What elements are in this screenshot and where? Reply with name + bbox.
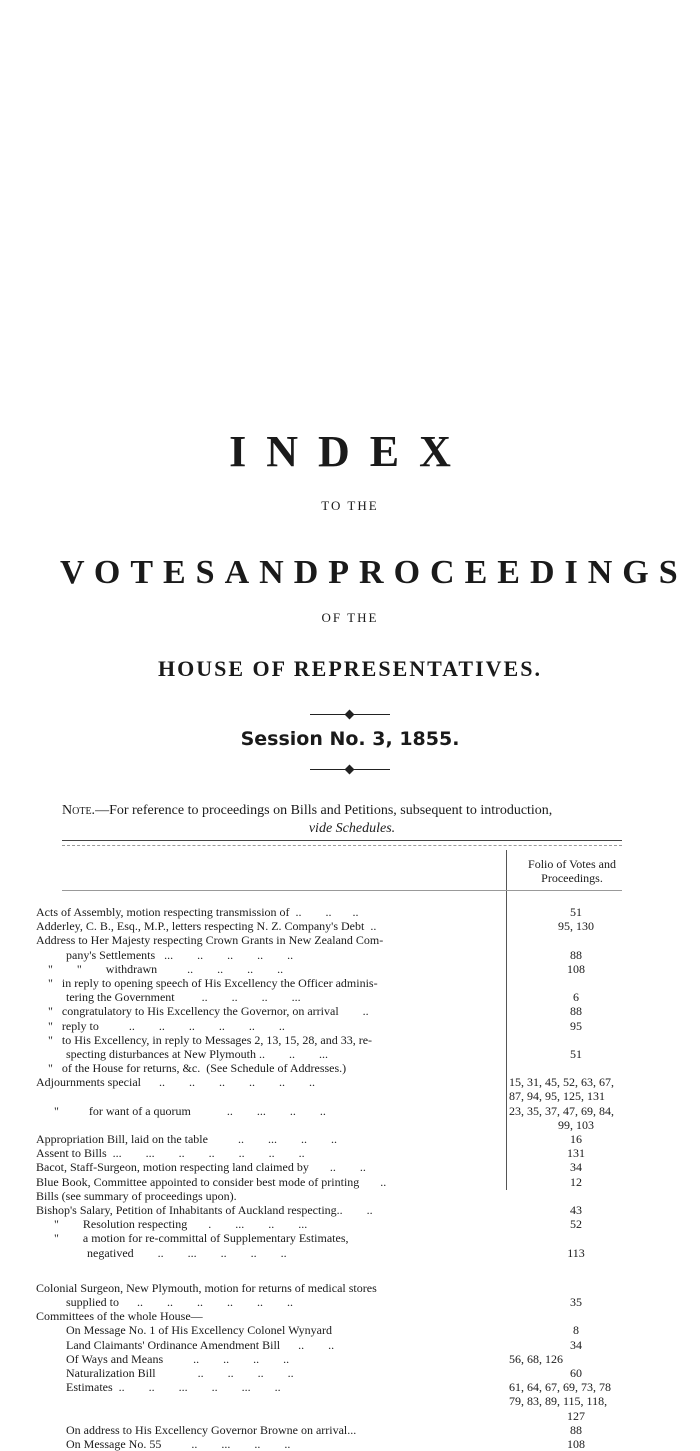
entry-folio: 34 [570,1337,582,1352]
index-entry [36,905,636,919]
entry-folio: 60 [570,1366,582,1380]
entry-text: Acts of Assembly, motion respecting transmission of .. .. .. [36,905,359,919]
entry-folio: 108 [567,1436,585,1451]
index-entry [36,990,636,1004]
entry-text: Colonial Surgeon, New Plymouth, motion for returns of medical stores [36,1280,377,1295]
entry-folio: 79, 83, 89, 115, 118, [509,1394,608,1409]
entry-text: " Resolution respecting . ... .. ... [36,1217,308,1232]
index-entry [36,1089,636,1103]
entry-text: negatived .. ... .. .. .. [36,1245,287,1260]
entry-folio: 127 [567,1408,585,1423]
entry-text: " reply to .. .. .. .. .. .. [36,1018,285,1033]
entry-text: specting disturbances at New Plymouth .. .. ... [36,1046,328,1061]
index-title: INDEX [229,427,471,476]
entry-text: On Message No. 55 .. ... .. .. [36,1436,291,1451]
index-entry [36,1132,636,1146]
index-entry [36,1146,636,1160]
note-text: —For reference to proceedings on Bills and Petitions, subsequent to introduction, [95,803,553,818]
index-entry [36,1104,636,1118]
entry-text: Appropriation Bill, laid on the table .. ... .. .. [36,1132,337,1146]
index-entry [36,1437,636,1451]
and-word: AND [224,554,329,591]
index-entry [36,1366,636,1380]
index-entry [36,1217,636,1231]
top-rule [62,840,622,841]
entry-folio: 95 [570,1018,582,1033]
entry-text: Adderley, C. B., Esq., M.P., letters respecting N. Z. Company's Debt .. [36,919,377,934]
index-entry [36,1231,636,1245]
entry-folio: 34 [570,1160,582,1175]
entry-text: Bills (see summary of proceedings upon). [36,1188,237,1203]
index-entry [36,1203,636,1217]
entry-text: pany's Settlements ... .. .. .. .. [36,947,294,962]
index-entry [36,962,636,976]
entry-folio: 51 [570,1046,582,1061]
entry-folio: 15, 31, 45, 52, 63, 67, [509,1075,614,1090]
entry-text: " of the House for returns, &c. (See Schedule of Addresses.) [36,1061,347,1076]
votes-word: VOTES [60,554,225,591]
entry-folio: 8 [573,1323,579,1338]
index-entry [36,1118,636,1132]
house-title: HOUSE OF REPRESENTATIVES. [158,656,542,681]
index-entry [36,1380,636,1394]
index-entry [36,1189,636,1203]
note-lead: Note. [62,803,96,818]
entry-text: " to His Excellency, in reply to Messages 2, 13, 15, 28, and 33, re- [36,1032,373,1047]
entry-folio: 131 [567,1146,585,1161]
entry-text: Committees of the whole House— [36,1309,203,1324]
index-entries [36,905,636,1451]
session-title: Session No. 3, 1855. [240,728,460,750]
entry-folio: 87, 94, 95, 125, 131 [509,1089,605,1104]
index-entry [36,1075,636,1089]
index-entry [36,1267,636,1281]
index-entry [36,1423,636,1437]
entry-text: " for want of a quorum .. ... .. .. [36,1103,326,1118]
entry-folio: 35 [570,1295,582,1310]
entry-text: tering the Government .. .. .. ... [36,990,301,1005]
entry-folio: 23, 35, 37, 47, 69, 84, [509,1103,614,1118]
index-entry [36,1409,636,1423]
of-the-line: OF THE [321,610,379,625]
ornament-divider [310,712,390,718]
entry-text: Land Claimants' Ordinance Amendment Bill .. .. [36,1337,335,1352]
entry-folio: 16 [570,1132,582,1146]
entry-text: supplied to .. .. .. .. .. .. [36,1295,293,1310]
proceedings-word: PROCEEDINGS [328,554,688,591]
entry-text: Adjournments special .. .. .. .. .. .. [36,1075,315,1090]
entry-text: " " withdrawn .. .. .. .. [36,961,284,976]
index-entry [36,1352,636,1366]
entry-folio: 52 [570,1217,582,1232]
entry-folio: 99, 103 [558,1117,594,1132]
entry-folio: 43 [570,1202,582,1217]
note-paragraph [62,802,642,838]
entry-text: On Message No. 1 of His Excellency Colonel Wynyard [36,1323,332,1338]
index-entry [36,1394,636,1408]
entry-text: " a motion for re-committal of Supplementary Estimates, [36,1231,349,1246]
index-entry [36,1246,636,1260]
entry-folio: 95, 130 [558,919,594,934]
entry-text: Assent to Bills ... ... .. .. .. .. .. [36,1146,305,1161]
index-entry [36,1295,636,1309]
entry-text: Blue Book, Committee appointed to consider best mode of printing .. [36,1174,387,1189]
entry-text: On address to His Excellency Governor Browne on arrival... [36,1422,357,1437]
entry-text: " in reply to opening speech of His Excellency the Officer adminis- [36,975,378,990]
index-entry [36,1061,636,1075]
entry-text: " congratulatory to His Excellency the Governor, on arrival .. [36,1004,369,1019]
index-entry [36,948,636,962]
entry-folio: 12 [570,1174,582,1189]
index-entry [36,1047,636,1061]
ornament-divider [310,767,390,773]
header-rule [62,890,622,891]
entry-folio: 6 [573,990,579,1005]
entry-folio: 51 [570,905,582,919]
index-entry [36,933,636,947]
entry-folio: 108 [567,961,585,976]
entry-folio: 56, 68, 126 [509,1351,563,1366]
folio-header-line1: Folio of Votes and [528,857,616,871]
entry-spacer [36,1260,636,1267]
top-rule-dashed [62,845,622,846]
index-entry [36,1004,636,1018]
index-entry [36,976,636,990]
index-entry [36,1160,636,1174]
to-the-line: TO THE [321,498,379,513]
index-entry [36,919,636,933]
index-entry [36,1281,636,1295]
votes-and-proceedings-title [60,554,688,592]
index-entry [36,1323,636,1337]
entry-text: Bishop's Salary, Petition of Inhabitants of Auckland respecting.. .. [36,1202,373,1217]
index-entry [36,1033,636,1047]
index-entry [36,1019,636,1033]
entry-text: Bacot, Staff-Surgeon, motion respecting land claimed by .. .. [36,1160,366,1175]
entry-folio: 88 [570,1422,582,1437]
index-entry [36,1338,636,1352]
index-entry [36,1309,636,1323]
folio-column-header [512,857,632,885]
entry-text: Estimates .. .. ... .. ... .. [36,1380,281,1395]
entry-folio: 113 [567,1245,585,1260]
index-entry [36,1175,636,1189]
folio-header-line2: Proceedings. [541,871,603,885]
entry-text: Of Ways and Means .. .. .. .. [36,1351,290,1366]
entry-text: Address to Her Majesty respecting Crown Grants in New Zealand Com- [36,933,384,948]
entry-text: Naturalization Bill .. .. .. .. [36,1366,294,1380]
entry-folio: 88 [570,947,582,962]
note-vide: vide Schedules. [308,821,396,836]
entry-folio: 88 [570,1004,582,1019]
entry-folio: 61, 64, 67, 69, 73, 78 [509,1380,611,1395]
